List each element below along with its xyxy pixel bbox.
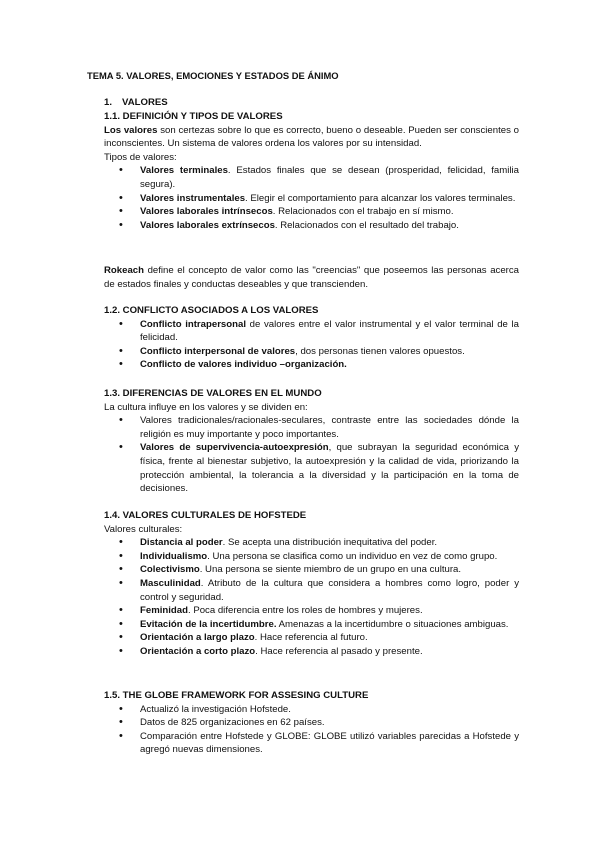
list-item: • Valores instrumentales. Elegir el comportamiento para alcanzar los valores terminales.	[104, 192, 519, 206]
subsection-heading: 1.3. DIFERENCIAS DE VALORES EN EL MUNDO	[104, 388, 322, 399]
section-1-heading	[104, 96, 519, 110]
bullet-list	[104, 536, 519, 658]
paragraph: Los valores son certezas sobre lo que es correcto, bueno o deseable. Pueden ser conscientes o inconscientes. Un sistema de valores ordena los valores por su intensidad.	[104, 124, 519, 150]
list-item: • Valores terminales. Estados finales que se desean (prosperidad, felicidad, familia segura).	[104, 164, 519, 191]
list-item: • Conflicto interpersonal de valores, dos personas tienen valores opuestos.	[104, 345, 519, 359]
list-item: • Conflicto intrapersonal de valores entre el valor instrumental y el valor terminal de la felicidad.	[104, 318, 519, 345]
list-item: • Valores laborales extrínsecos. Relacionados con el resultado del trabajo.	[104, 219, 519, 233]
list-item: • Evitación de la incertidumbre. Amenazas a la incertidumbre o situaciones ambiguas.	[104, 618, 519, 632]
types-label: Tipos de valores:	[104, 151, 177, 163]
page-title: TEMA 5. VALORES, EMOCIONES Y ESTADOS DE ÁNIMO	[87, 70, 339, 81]
list-item: • Feminidad. Poca diferencia entre los roles de hombres y mujeres.	[104, 604, 519, 618]
bullet-list	[104, 164, 519, 232]
list-item: • Conflicto de valores individuo –organización.	[104, 358, 519, 372]
paragraph: Valores culturales:	[104, 523, 183, 535]
list-item: • Orientación a corto plazo. Hace referencia al pasado y presente.	[104, 645, 519, 659]
section-1-1	[104, 110, 519, 232]
subsection-heading: 1.1. DEFINICIÓN Y TIPOS DE VALORES	[104, 111, 283, 122]
list-item: • Actualizó la investigación Hofstede.	[104, 703, 519, 717]
section-1-2	[104, 304, 519, 372]
section-number: 1.	[104, 97, 113, 108]
bullet-list	[104, 703, 519, 757]
list-item: • Datos de 825 organizaciones en 62 países.	[104, 716, 519, 730]
list-item: • Masculinidad. Atributo de la cultura que considera a hombres como logro, poder y control y seguridad.	[104, 577, 519, 604]
subsection-heading: 1.2. CONFLICTO ASOCIADOS A LOS VALORES	[104, 305, 319, 316]
list-item: • Valores laborales intrínsecos. Relacionados con el trabajo en sí mismo.	[104, 205, 519, 219]
section-1-3	[104, 387, 519, 496]
section-1-4	[104, 509, 519, 659]
rokeach-paragraph: Rokeach define el concepto de valor como las "creencias" que poseemos las personas acerca de estados finales y conductas deseables y que transcienden.	[104, 265, 519, 290]
paragraph: La cultura influye en los valores y se dividen en:	[104, 401, 308, 413]
list-item: • Colectivismo. Una persona se siente miembro de un grupo en una cultura.	[104, 563, 519, 577]
subsection-heading: 1.5. THE GLOBE FRAMEWORK FOR ASSESING CULTURE	[104, 690, 369, 701]
list-item: • Distancia al poder. Se acepta una distribución inequitativa del poder.	[104, 536, 519, 550]
list-item: • Orientación a largo plazo. Hace referencia al futuro.	[104, 631, 519, 645]
list-item: • Valores de supervivencia-autoexpresión, que subrayan la seguridad económica y física, frente al bienestar subjetivo, la autoexpresión y la calidad de vida, priorizando la protección ambiental, la tolerancia a la diversidad y la participación en la toma de decisiones.	[104, 441, 519, 495]
list-item: • Valores tradicionales/racionales-seculares, contraste entre las sociedades dónde la religión es muy importante y poco importantes.	[104, 414, 519, 441]
bullet-list	[104, 318, 519, 372]
bullet-list	[104, 414, 519, 496]
list-item: • Individualismo. Una persona se clasifica como un individuo en vez de como grupo.	[104, 550, 519, 564]
subsection-heading: 1.4. VALORES CULTURALES DE HOFSTEDE	[104, 510, 307, 521]
section-1-5	[104, 689, 519, 757]
section-label: VALORES	[122, 97, 168, 108]
list-item: • Comparación entre Hofstede y GLOBE: GLOBE utilizó variables parecidas a Hofstede y agregó nuevas dimensiones.	[104, 730, 519, 757]
